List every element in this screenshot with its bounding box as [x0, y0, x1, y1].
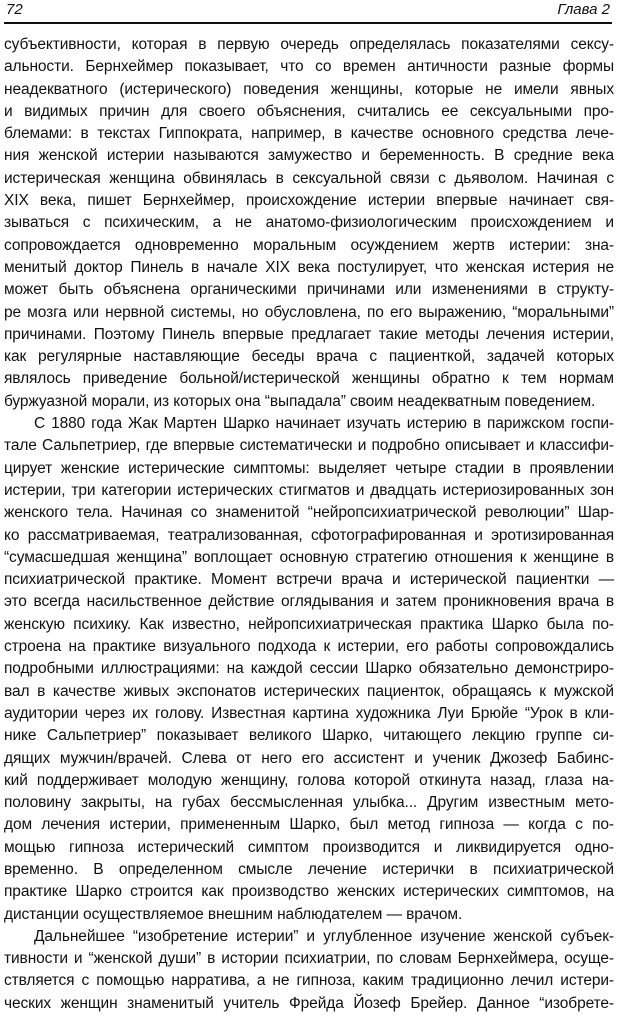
- text-line: субъективности, которая в первую очередь определялась показателями сексу-: [4, 36, 614, 53]
- text-line: и видимых причин для своего объяснения, считались ее сексуальными про-: [4, 102, 614, 120]
- text-line: буржуазной морали, из которых она “выпадала” своим неадекватным поведением.: [4, 392, 596, 410]
- chapter-title: Глава 2: [557, 1, 610, 18]
- text-line: Дальнейшее “изобретение истерии” и углубленное изучение женской субъек-: [34, 927, 614, 945]
- text-line: женского тела. Начиная со знаменитой “нейропсихиатрической революции” Шар-: [4, 504, 614, 522]
- text-line: причинами. Поэтому Пинель впервые предлагает такие методы лечения истерии,: [4, 325, 614, 343]
- text-line: вал в качестве живых экспонатов истерических пациенток, обращаясь к мужской: [4, 682, 614, 700]
- text-line: кий поддерживает молодую женщину, голова которой откинута назад, глаза на-: [4, 771, 614, 789]
- text-line: как регулярные наставляющие беседы врача с пациенткой, задачей которых: [4, 348, 614, 366]
- text-line: строена на практике визуального подхода к истерии, его работы сопровождались: [4, 638, 614, 656]
- text-line: практике Шарко строится как производство женских истерических симптомов, на: [4, 883, 614, 901]
- text-line: XIX века, пишет Бернхеймер, происхождение истерии впервые начинает свя-: [4, 192, 614, 210]
- text-line: мощью гипноза истерический симптом производится и ликвидируется одно-: [4, 838, 614, 856]
- text-line: альности. Бернхеймер показывает, что со времен античности разные формы: [4, 58, 614, 76]
- text-line: психиатрической практике. Момент встречи врача и истерической пациентки —: [4, 571, 614, 589]
- text-line: С 1880 года Жак Мартен Шарко начинает изучать истерию в парижском госпи-: [34, 415, 614, 433]
- text-line: подробными иллюстрациями: на каждой сессии Шарко обязательно демонстриро-: [4, 660, 614, 678]
- text-line: временно. В определенном смысле лечение истерички в психиатрической: [4, 860, 614, 878]
- text-line: сопровождается одновременно моральным осуждением жертв истерии: зна-: [4, 236, 614, 254]
- text-line: “сумасшедшая женщина” воплощает основную стратегию отношения к женщине в: [4, 548, 614, 566]
- text-line: тивности и “женской души” в истории психиатрии, по словам Бернхеймера, осуще-: [4, 950, 614, 968]
- text-line: являлось приведение больной/истерической женщины обратно к тем нормам: [4, 370, 614, 388]
- text-line: дом лечения истерии, примененным Шарко, был метод гипноза — когда с по-: [4, 816, 614, 834]
- text-line: аудитории через их голову. Известная картина художника Луи Брюйе “Урок в кли-: [4, 704, 614, 722]
- text-line: блемами: в текстах Гиппократа, например, в качестве основного средства лече-: [4, 125, 614, 143]
- text-line: зываться с психическим, а не анатомо-физиологическим происхождением и: [4, 214, 614, 232]
- text-line: ствляется с помощью нарратива, а не гипноза, каким традиционно лечил истери-: [4, 972, 614, 990]
- text-line: дящих мужчин/врачей. Слева от него его ассистент и ученик Джозеф Бабинс-: [4, 749, 614, 767]
- text-line: женскую психику. Как известно, нейропсихиатрическая практика Шарко была по-: [4, 615, 614, 633]
- text-line: цирует женские истерические симптомы: выделяет четыре стадии в проявлении: [4, 459, 614, 477]
- page-number: 72: [6, 1, 23, 18]
- text-line: менитый доктор Пинель в начале XIX века постулирует, что женская истерия не: [4, 258, 614, 276]
- text-line: это всегда насильственное действие оглядывания и затем проникновения врача в: [4, 593, 614, 611]
- text-line: ческих женщин знаменитый учитель Фрейда Йозеф Брейер. Данное “изобрете-: [4, 994, 614, 1012]
- text-line: дистанции осуществляемое внешним наблюдателем — врачом.: [4, 905, 463, 923]
- running-header: [4, 0, 612, 24]
- text-line: истерическая женщина обвинялась в сексуальной связи с дьяволом. Начиная с: [4, 169, 614, 187]
- text-line: ко рассматриваемая, театрализованная, сфотографированная и эротизированная: [4, 526, 614, 544]
- text-line: истерии, три категории истерических стигматов и двадцать истериозированных зон: [4, 481, 614, 499]
- text-line: ре мозга или нервной системы, но обусловлена, по его выражению, “моральными”: [4, 303, 614, 321]
- text-line: тале Сальпетриер, где впервые систематически и подробно описывает и классифи-: [4, 437, 614, 455]
- text-line: ния женской истерии называются замужество и беременность. В средние века: [4, 147, 614, 165]
- text-line: неадекватного (истерического) поведения женщины, которые не имели явных: [4, 80, 614, 98]
- body-text: [4, 34, 614, 1015]
- text-line: может быть объяснена органическими причинами или изменениями в структу-: [4, 281, 614, 299]
- text-line: половину закрыты, на губах бессмысленная улыбка... Другим известным мето-: [4, 794, 614, 812]
- text-line: нике Сальпетриер” показывает великого Шарко, читающего лекцию группе си-: [4, 727, 614, 745]
